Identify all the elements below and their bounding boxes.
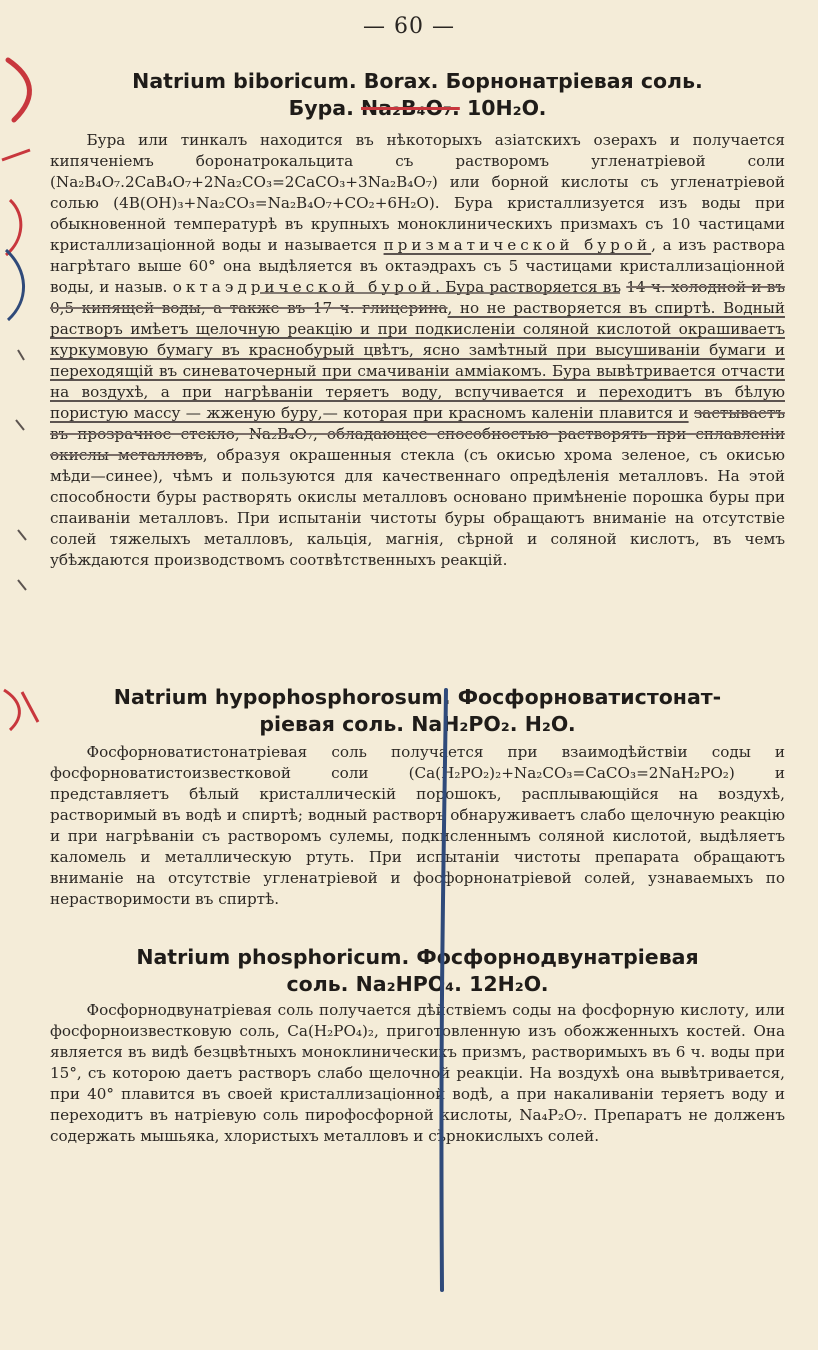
section-heading-phosphate [50, 944, 785, 998]
underlined-text: , но не растворяется въ спиртѣ. Водный растворъ имѣетъ щелочную реакцiю и при подкисленiи соляной кислотой окрашиваетъ куркумовую бумагу въ краснобурый цвѣтъ, ясно замѣтный при высушиванiи бумаги и переходящiй въ синеваточерный при смачиванiи аммiакомъ. Бура вывѣтривается отчасти на воздухѣ, а при нагрѣванiи теряетъ воду, вспучивается и переходитъ въ бѣлую пористую массу — жженую буру,— которая при красномъ каленiи плавится и [50, 299, 785, 422]
heading-line-1: Natrium biboricum. Borax. Борнонатрiевая соль. [132, 69, 703, 93]
paragraph-text: Бура или тинкалъ находится въ нѣкоторыхъ азiатскихъ озерахъ и получается кипяченiемъ боронатрокальцита съ растворомъ угленатрiевой соли (Na₂B₄O₇.2CaB₄O₇+2Na₂CO₃=2CaCO₃+3Na₂B₄O₇) или борной кислоты съ угленатрiевой солью (4B(OH)₃+Na₂CO₃=Na₂B₄O₇+CO₂+6H₂O). Бура кристаллизуется изъ воды при обыкновенной температурѣ въ крупныхъ моноклиническихъ призмахъ съ 10 частицами кристаллизацiонной воды и называется [50, 131, 785, 254]
red-pencil-margin-mark [8, 60, 29, 120]
section-heading-hypophosphite [50, 684, 785, 738]
paragraph-text: . Бура растворяется въ [435, 278, 621, 296]
paragraph-phosphate: Фосфорнодвунатрiевая соль получается дѣйствiемъ соды на фосфорную кислоту, или фосфорноизвестковую соль, Ca(H₂PO₄)₂, приготовленную изъ обожженныхъ костей. Она является въ видѣ безцвѣтныхъ моноклиническихъ призмъ, растворимыхъ въ 6 ч. воды при 15°, съ которою даетъ растворъ слабо щелочной реакцiи. На воздухѣ она вывѣтривается, при 40° плавится въ своей кристаллизацiонной водѣ, а при накаливанiи теряетъ воду и переходитъ въ натрiевую соль пирофосфорной кислоты, Na₄P₂O₇. Препаратъ не долженъ содержать мышьяка, хлористыхъ металловъ и сѣрнокислыхъ солей. [50, 1001, 785, 1145]
spaced-term: октаэдрической бурой [172, 278, 436, 296]
red-pencil-margin-mark [4, 690, 38, 730]
struck-text: 14 ч. холодной и въ 0,5 кипящей воды, а также въ 17 ч. глицерина [50, 278, 786, 317]
paragraph-borax [50, 130, 785, 571]
heading-line-2 [50, 95, 785, 122]
red-pencil-margin-mark [2, 150, 30, 160]
page-number: — 60 — [363, 14, 455, 39]
section-heading-borax [50, 68, 785, 122]
paragraph-hypophosphite: Фосфорноватистонатрiевая соль получается при взаимодѣйствiи соды и фосфорноватистоизвестковой соли (Ca(H₂PO₂)₂+Na₂CO₃=CaCO₃=2NaH₂PO₂) и представляетъ бѣлый кристаллическiй порошокъ, расплывающiйся на воздухѣ, растворимый въ водѣ и спиртѣ; водный растворъ обнаруживаетъ слабо щелочную реакцiю и при нагрѣванiи съ растворомъ сулемы, подкисленнымъ соляной кислотой, выдѣляетъ каломель и металлическую ртуть. При испытанiи чистоты препарата обращаютъ вниманiе на отсутствiе угленатрiевой и фосфорнонатрiевой солей, узнаваемыхъ по нерастворимости въ спиртѣ. [50, 743, 785, 908]
blue-pencil-margin-mark [6, 250, 24, 320]
heading-line-2: рiевая соль. NaH₂PO₂. H₂O. [259, 712, 576, 736]
heading-prefix: Бура. [288, 96, 354, 120]
struck-text: застываетъ въ прозрачное стекло, Na₂B₄O₇, обладающее способностью растворять при сплавленiи окислы металловъ [50, 404, 785, 464]
heading-struck-formula: Na₂B₄O₇. [361, 96, 460, 120]
paragraph-text: , а изъ раствора нагрѣтаго выше 60° она выдѣляется въ октаэдрахъ съ 5 частицами кристаллизацiонной воды, и назыв. [50, 236, 786, 296]
spaced-term: призматической бурой [383, 236, 652, 254]
red-pencil-margin-mark [6, 200, 21, 255]
heading-formula: 10H₂O. [466, 96, 547, 120]
paragraph-text: , образуя окрашенныя стекла (съ окисью хрома зеленое, съ окисью мѣди—синее), чѣмъ и пользуются для качественнаго опредѣленiя металловъ. На этой способности буры растворять окислы металловъ основано примѣненiе порошка буры при спаиванiи металловъ. При испытанiи чистоты буры обращаютъ вниманiе на отсутствiе солей тяжелыхъ металловъ, кальцiя, магнiя, сѣрной и соляной кислотъ, въ чемъ убѣждаются производствомъ соотвѣтственныхъ реакцiй. [50, 446, 785, 569]
pencil-margin-tick [16, 350, 26, 590]
heading-line-1: Natrium phosphoricum. Фосфорнодвунатрiевая [136, 945, 699, 969]
heading-line-1: Natrium hypophosphorosum. Фосфорноватистонат- [113, 685, 722, 709]
heading-line-2: соль. Na₂HPO₄. 12H₂O. [286, 972, 549, 996]
